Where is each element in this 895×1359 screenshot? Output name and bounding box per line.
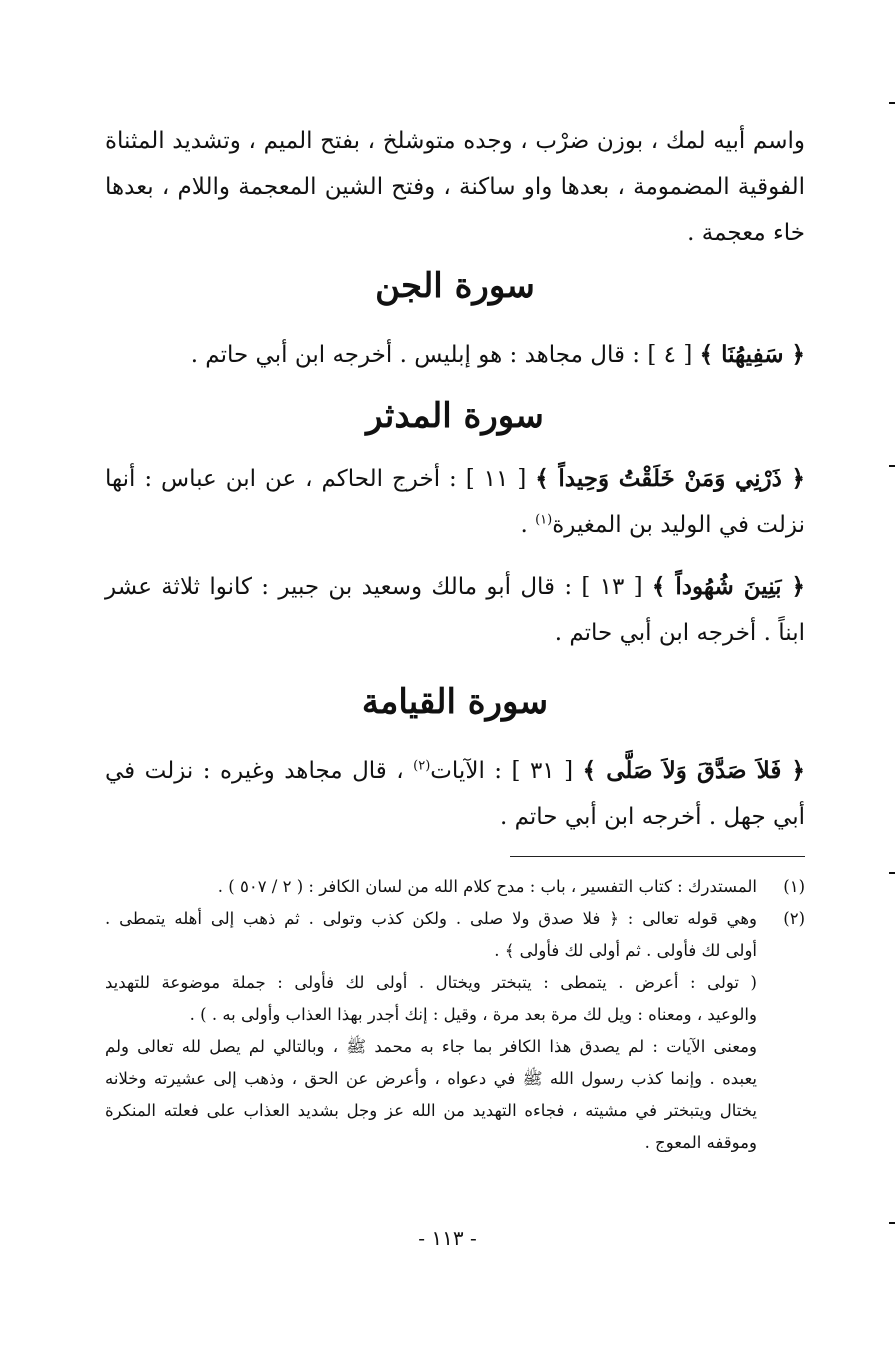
footnote-line: ( تولى : أعرض . يتمطى : يتبختر ويختال . أولى لك فأولى : جملة موضوعة للتهديد: [105, 973, 757, 992]
footnote-line: والوعيد ، ومعناه : ويل لك مرة بعد مرة ، وقيل : إنك أجدر بهذا العذاب وأولى به . ) .: [189, 1005, 757, 1024]
footnote-body: [105, 903, 757, 1159]
footnote-number: (٢): [783, 909, 805, 928]
quranic-quote: ﴿ سَفِيهُنَا ﴾: [699, 341, 805, 368]
footnote-line: يختال ويتبختر في مشيته ، فجاءه التهديد من الله عز وجل بشديد العذاب على فعلته المنكرة: [105, 1101, 757, 1120]
entry-text: : أخرج الحاكم ، عن ابن عباس : أنها نزلت في الوليد بن المغيرة: [105, 466, 805, 538]
footnote-line: وهي قوله تعالى : ﴿ فلا صدق ولا صلى . ولكن كذب وتولى . ثم ذهب إلى أهله يتمطى .: [105, 909, 757, 928]
footnotes: [105, 871, 805, 1159]
footnote-line: المستدرك : كتاب التفسير ، باب : مدح كلام الله من لسان الكافر : ( ٢ / ٥٠٧ ) .: [217, 877, 757, 896]
scan-edge-mark: [889, 465, 895, 467]
footnote-body: [105, 871, 757, 903]
quranic-quote: ﴿ فَلاَ صَدَّقَ وَلاَ صَلَّى ﴾: [582, 757, 805, 784]
section-title-qiyamah: سورة القيامة: [361, 682, 549, 722]
footnote-line: يعبده . وإنما كذب رسول الله ﷺ في دعواه ، وأعرض عن الحق ، وذهب إلى عشيرته وخلانه: [105, 1069, 757, 1088]
page-content: [105, 118, 805, 1159]
entry-text: : قال مجاهد : هو إبليس . أخرجه ابن أبي حاتم .: [190, 342, 641, 368]
intro-line: الفوقية المضمومة ، بعدها واو ساكنة ، وفتح الشين المعجمة واللام ، بعدها خاء: [105, 174, 805, 246]
entry-text: : الآيات: [430, 758, 503, 784]
footnote-ref[interactable]: (١): [535, 512, 553, 528]
quranic-quote: ﴿ بَنِينَ شُهُوداً ﴾: [651, 573, 806, 600]
entry-tail: ، قال مجاهد وغيره : نزلت في أبي جهل . أخرجه ابن أبي حاتم .: [105, 758, 805, 830]
intro-paragraph: [105, 118, 805, 256]
entry-jinn-4: [105, 332, 805, 378]
intro-line: معجمة .: [687, 220, 766, 246]
scan-edge-mark: [889, 102, 895, 104]
section-title-muddaththir: سورة المدثر: [366, 396, 544, 436]
intro-line: واسم أبيه لمك ، بوزن ضرْب ، وجده متوشلخ ، بفتح الميم ، وتشديد المثناة: [105, 128, 805, 154]
entry-text: : قال أبو مالك وسعيد بن جبير : كانوا ثلاثة عشر ابناً . أخرجه ابن أبي حاتم .: [105, 574, 805, 646]
entry-tail: .: [520, 512, 536, 538]
footnote-divider: [510, 856, 805, 857]
footnote-line: ومعنى الآيات : لم يصدق هذا الكافر بما جاء به محمد ﷺ ، وبالتالي لم يصل لله تعالى ولم: [105, 1037, 757, 1056]
verse-number: [ ١١ ]: [465, 466, 527, 492]
scan-edge-mark: [889, 1222, 895, 1224]
page-number: - ١١٣ -: [418, 1226, 477, 1250]
footnote-1: [105, 871, 805, 903]
verse-number: [ ١٣ ]: [581, 574, 643, 600]
section-title-jinn: سورة الجن: [375, 266, 535, 306]
footnote-2: [105, 903, 805, 1159]
verse-number: [ ٤ ]: [647, 342, 693, 368]
footnote-line: أولى لك فأولى . ثم أولى لك فأولى ﴾ .: [494, 941, 757, 960]
footnote-line: وموقفه المعوج .: [644, 1133, 757, 1152]
quranic-quote: ﴿ ذَرْنِي وَمَنْ خَلَقْتُ وَحِيداً ﴾: [535, 465, 806, 492]
footnote-ref[interactable]: (٢): [413, 758, 431, 774]
entry-qiyamah-31: [105, 748, 805, 840]
verse-number: [ ٣١ ]: [511, 758, 574, 784]
scan-edge-mark: [889, 872, 895, 874]
footnote-number: (١): [783, 877, 805, 896]
entry-muddaththir-13: [105, 564, 805, 656]
entry-muddaththir-11: [105, 456, 805, 548]
